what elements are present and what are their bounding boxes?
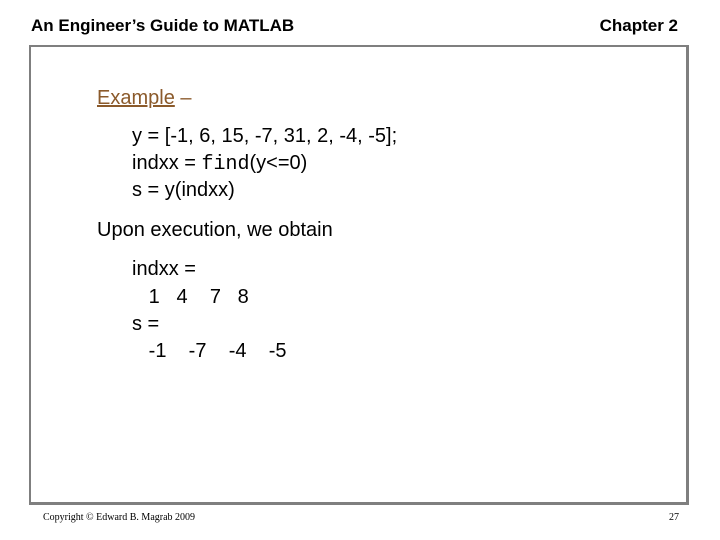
output-line-2: 1 4 7 8 [132,286,249,308]
example-dash: – [174,87,192,109]
output-line-4: -1 -7 -4 -5 [132,340,287,362]
output-line-3: s = [132,313,160,335]
find-function: find [201,153,250,176]
document-title: An Engineer’s Guide to MATLAB [31,16,295,35]
copyright-notice: Copyright © Edward B. Magrab 2009 [43,512,196,523]
example-heading [97,86,192,110]
example-label: Example [97,87,175,109]
code-line-2 [132,151,307,177]
upon-execution-text: Upon execution, we obtain [97,219,333,241]
code-line-2-suffix: (y<=0) [249,152,308,174]
page-number: 27 [669,512,679,523]
chapter-label: Chapter 2 [599,16,678,35]
code-line-1: y = [-1, 6, 15, -7, 31, 2, -4, -5]; [132,125,398,147]
slide-frame [29,45,689,505]
output-line-1: indxx = [132,258,196,280]
code-line-3: s = y(indxx) [132,179,235,201]
code-line-2-prefix: indxx = [132,152,202,174]
